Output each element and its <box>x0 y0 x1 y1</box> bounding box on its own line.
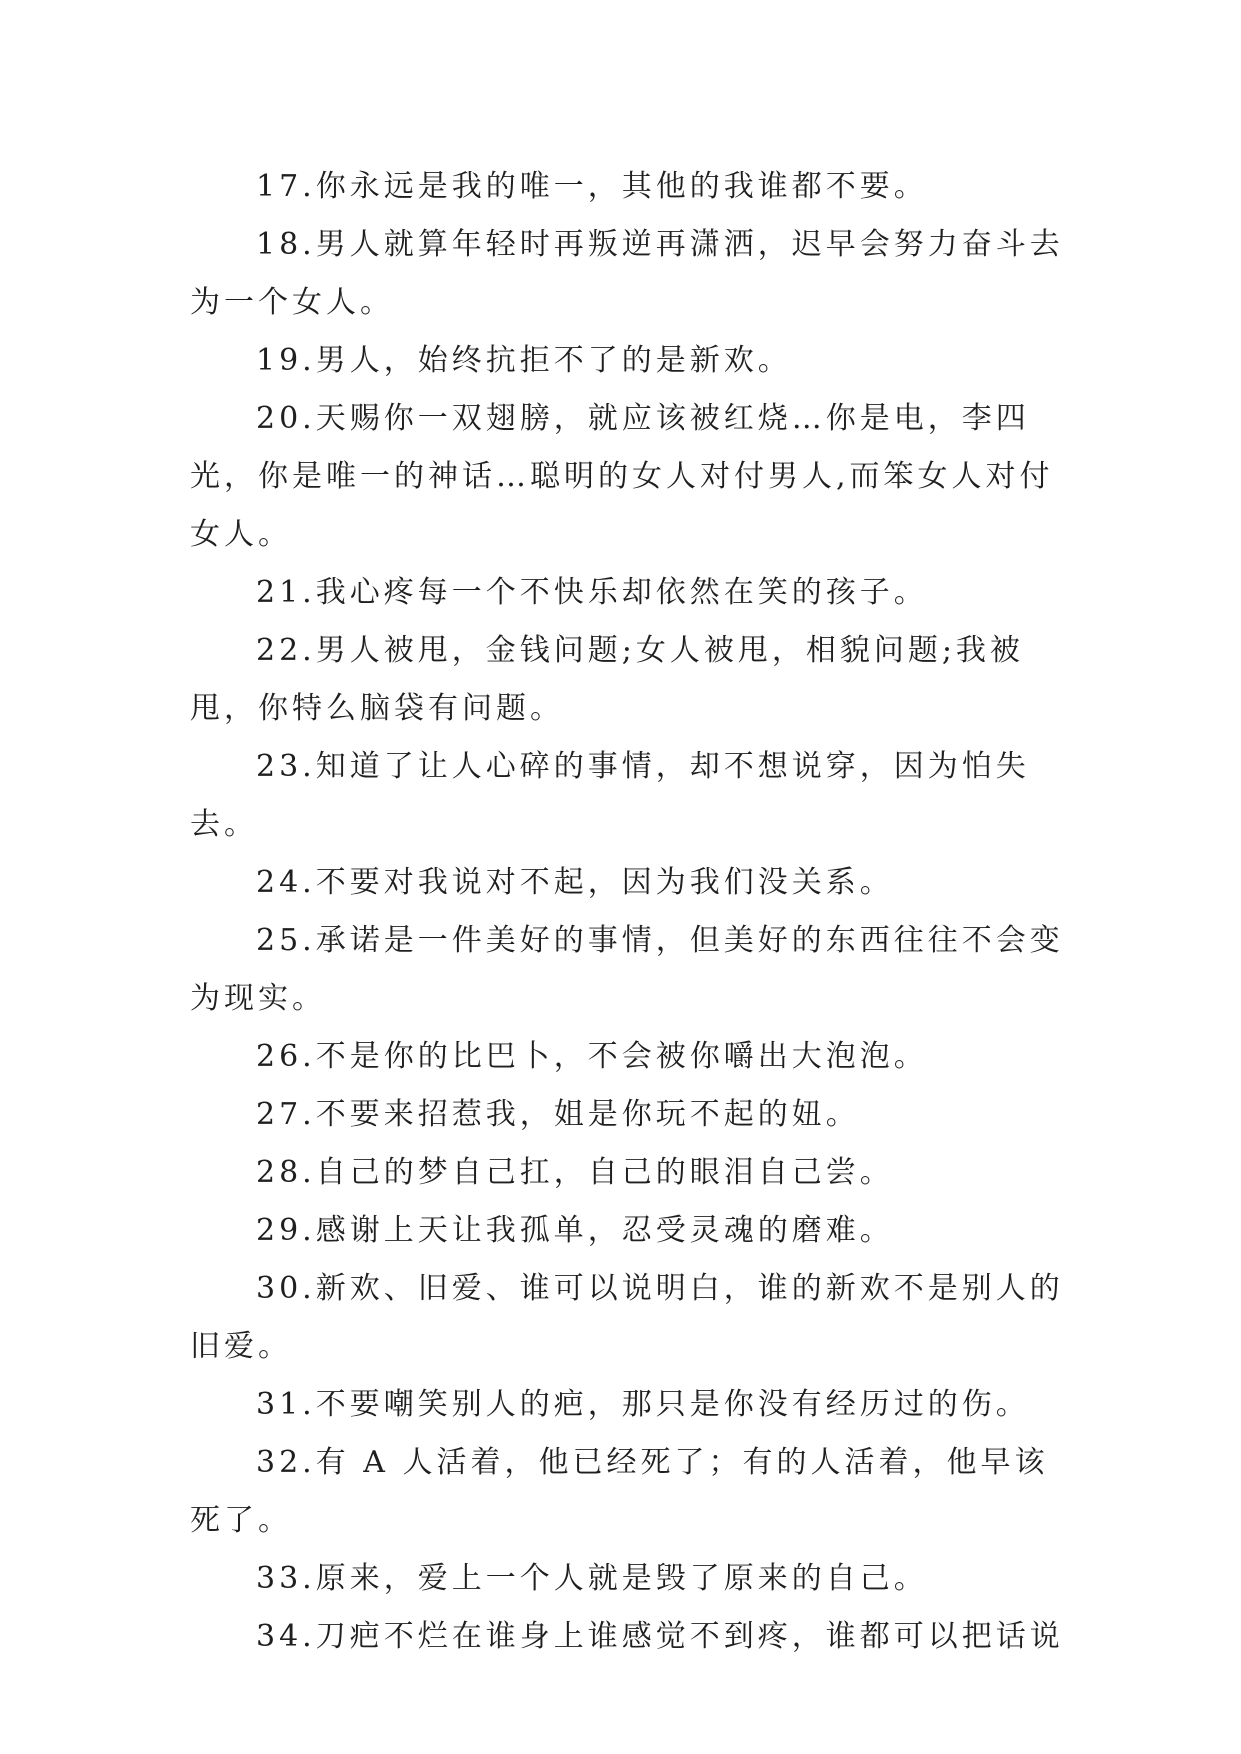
paragraph-27: 27.不要来招惹我，姐是你玩不起的妞。 <box>256 1097 860 1132</box>
paragraph-25: 25.承诺是一件美好的事情，但美好的东西往往不会变为现实。 <box>190 923 1064 1016</box>
paragraph-28: 28.自己的梦自己扛，自己的眼泪自己尝。 <box>256 1155 894 1190</box>
document-body <box>190 158 1080 1666</box>
paragraph-26: 26.不是你的比巴卜，不会被你嚼出大泡泡。 <box>256 1039 928 1074</box>
paragraph-30: 30.新欢、旧爱、谁可以说明白，谁的新欢不是别人的旧爱。 <box>190 1271 1064 1364</box>
paragraph-29: 29.感谢上天让我孤单，忍受灵魂的磨难。 <box>256 1213 894 1248</box>
paragraph-33: 33.原来，爱上一个人就是毁了原来的自己。 <box>256 1561 928 1596</box>
paragraph-17: 17.你永远是我的唯一，其他的我谁都不要。 <box>256 169 928 204</box>
paragraph-18: 18.男人就算年轻时再叛逆再潇洒，迟早会努力奋斗去为一个女人。 <box>190 227 1064 320</box>
paragraph-20: 20.天赐你一双翅膀，就应该被红烧…你是电，李四光，你是唯一的神话…聪明的女人对付男人,而笨女人对付女人。 <box>190 401 1054 552</box>
paragraph-23: 23.知道了让人心碎的事情，却不想说穿，因为怕失去。 <box>190 749 1030 842</box>
paragraph-32: 32.有 A 人活着，他已经死了；有的人活着，他早该死了。 <box>190 1445 1049 1538</box>
paragraph-24: 24.不要对我说对不起，因为我们没关系。 <box>256 865 894 900</box>
paragraph-22: 22.男人被甩，金钱问题;女人被甩，相貌问题;我被甩，你特么脑袋有问题。 <box>190 633 1024 726</box>
paragraph-31: 31.不要嘲笑别人的疤，那只是你没有经历过的伤。 <box>256 1387 1030 1422</box>
paragraph-19: 19.男人，始终抗拒不了的是新欢。 <box>256 343 792 378</box>
paragraph-34: 34.刀疤不烂在谁身上谁感觉不到疼，谁都可以把话说 <box>256 1619 1064 1654</box>
paragraph-21: 21.我心疼每一个不快乐却依然在笑的孩子。 <box>256 575 928 610</box>
